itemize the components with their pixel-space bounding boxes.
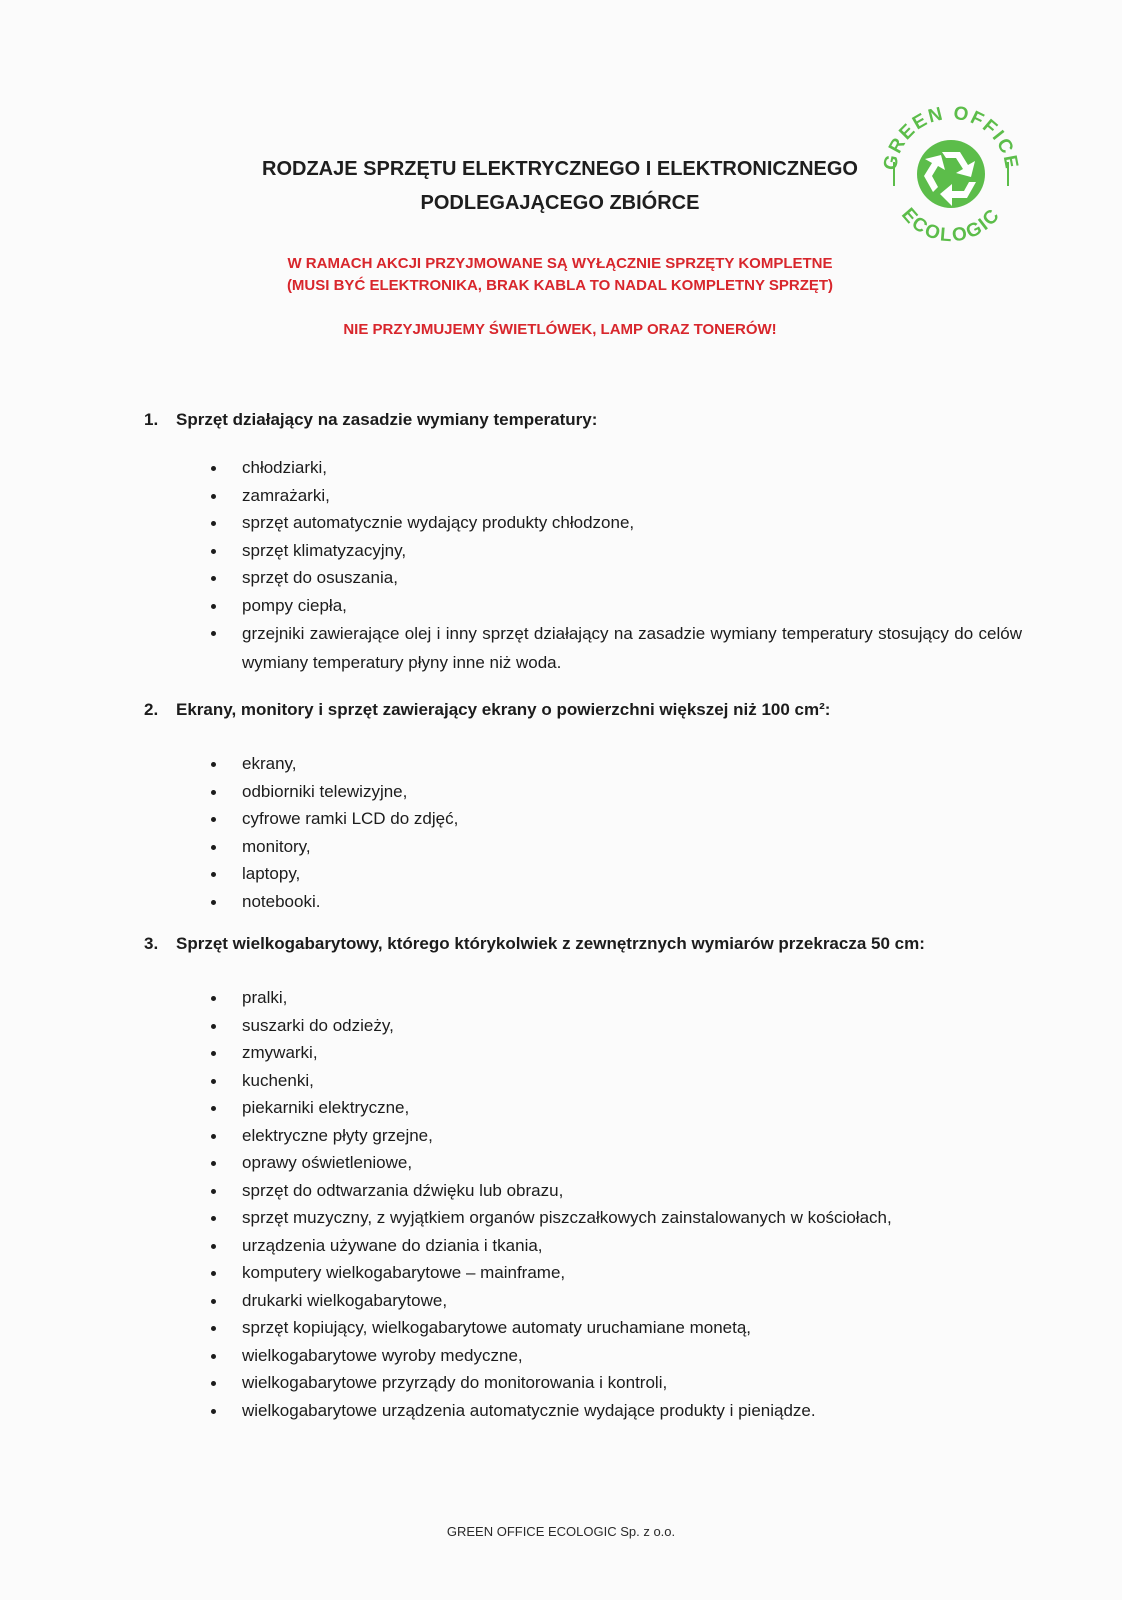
list-item: grzejniki zawierające olej i inny sprzęt działający na zasadzie wymiany temperatury stosujący do celów wymiany temperatury płyny inne niż woda. <box>144 619 1022 677</box>
title-line-2: PODLEGAJĄCEGO ZBIÓRCE <box>420 192 700 214</box>
title-line-1: RODZAJE SPRZĘTU ELEKTRYCZNEGO I ELEKTRONICZNEGO <box>262 158 858 180</box>
section-heading <box>144 408 1022 432</box>
list-item: notebooki. <box>144 888 1022 916</box>
list-item: urządzenia używane do dziania i tkania, <box>144 1232 1022 1260</box>
list-item: zmywarki, <box>144 1039 1022 1067</box>
list-item: drukarki wielkogabarytowe, <box>144 1287 1022 1315</box>
section-title: Ekrany, monitory i sprzęt zawierający ekrany o powierzchni większej niż 100 cm²: <box>176 700 831 719</box>
list-item: chłodziarki, <box>144 454 1022 482</box>
section-screens-monitors <box>144 698 1022 915</box>
exclusion-notice <box>200 319 920 341</box>
list-item: pompy ciepła, <box>144 592 1022 620</box>
section-number: 3. <box>144 934 159 953</box>
notice-line-3: NIE PRZYJMUJEMY ŚWIETLÓWEK, LAMP ORAZ TONERÓW! <box>343 321 777 338</box>
list-item: pralki, <box>144 984 1022 1012</box>
section-large-equipment <box>144 932 1022 1424</box>
list-item: sprzęt muzyczny, z wyjątkiem organów piszczałkowych zainstalowanych w kościołach, <box>144 1204 1022 1232</box>
list-item: sprzęt klimatyzacyjny, <box>144 537 1022 565</box>
list-item: wielkogabarytowe urządzenia automatycznie wydające produkty i pieniądze. <box>144 1397 1022 1425</box>
list-item: ekrany, <box>144 750 1022 778</box>
list-item: sprzęt automatycznie wydający produkty chłodzone, <box>144 509 1022 537</box>
recycle-icon <box>917 140 985 208</box>
list-item: monitory, <box>144 833 1022 861</box>
list-item: piekarniki elektryczne, <box>144 1094 1022 1122</box>
company-footer: GREEN OFFICE ECOLOGIC Sp. z o.o. <box>446 1524 676 1539</box>
section-heading <box>144 698 1022 722</box>
notice-line-1: W RAMACH AKCJI PRZYJMOWANE SĄ WYŁĄCZNIE SPRZĘTY KOMPLETNE <box>287 255 833 272</box>
logo-bottom-text: ECOLOGIC <box>897 204 1005 247</box>
list-item: sprzęt do odtwarzania dźwięku lub obrazu, <box>144 1177 1022 1205</box>
list-item: suszarki do odzieży, <box>144 1012 1022 1040</box>
list-item: sprzęt kopiujący, wielkogabarytowe automaty uruchamiane monetą, <box>144 1314 1022 1342</box>
completeness-notice <box>200 253 920 297</box>
section-temperature-exchange <box>144 408 1022 677</box>
list-item: zamrażarki, <box>144 482 1022 510</box>
list-item: cyfrowe ramki LCD do zdjęć, <box>144 805 1022 833</box>
green-office-ecologic-logo <box>876 92 1026 252</box>
section-number: 2. <box>144 700 159 719</box>
list-item: elektryczne płyty grzejne, <box>144 1122 1022 1150</box>
document-title <box>200 152 920 220</box>
section-number: 1. <box>144 410 159 429</box>
list-item: sprzęt do osuszania, <box>144 564 1022 592</box>
item-list <box>144 984 1022 1424</box>
list-item: wielkogabarytowe wyroby medyczne, <box>144 1342 1022 1370</box>
list-item: oprawy oświetleniowe, <box>144 1149 1022 1177</box>
section-title: Sprzęt wielkogabarytowy, którego którykolwiek z zewnętrznych wymiarów przekracza 50 cm: <box>176 934 925 953</box>
list-item: laptopy, <box>144 860 1022 888</box>
section-title: Sprzęt działający na zasadzie wymiany temperatury: <box>176 410 598 429</box>
item-list <box>144 750 1022 915</box>
list-item: komputery wielkogabarytowe – mainframe, <box>144 1259 1022 1287</box>
list-item: kuchenki, <box>144 1067 1022 1095</box>
list-item: odbiorniki telewizyjne, <box>144 778 1022 806</box>
item-list <box>144 454 1022 677</box>
logo-top-text: GREEN OFFICE <box>879 102 1023 173</box>
section-heading <box>144 932 1022 956</box>
notice-line-2: (MUSI BYĆ ELEKTRONIKA, BRAK KABLA TO NADAL KOMPLETNY SPRZĘT) <box>286 277 834 294</box>
svg-text:ECOLOGIC <box>897 204 1005 246</box>
list-item: wielkogabarytowe przyrządy do monitorowania i kontroli, <box>144 1369 1022 1397</box>
